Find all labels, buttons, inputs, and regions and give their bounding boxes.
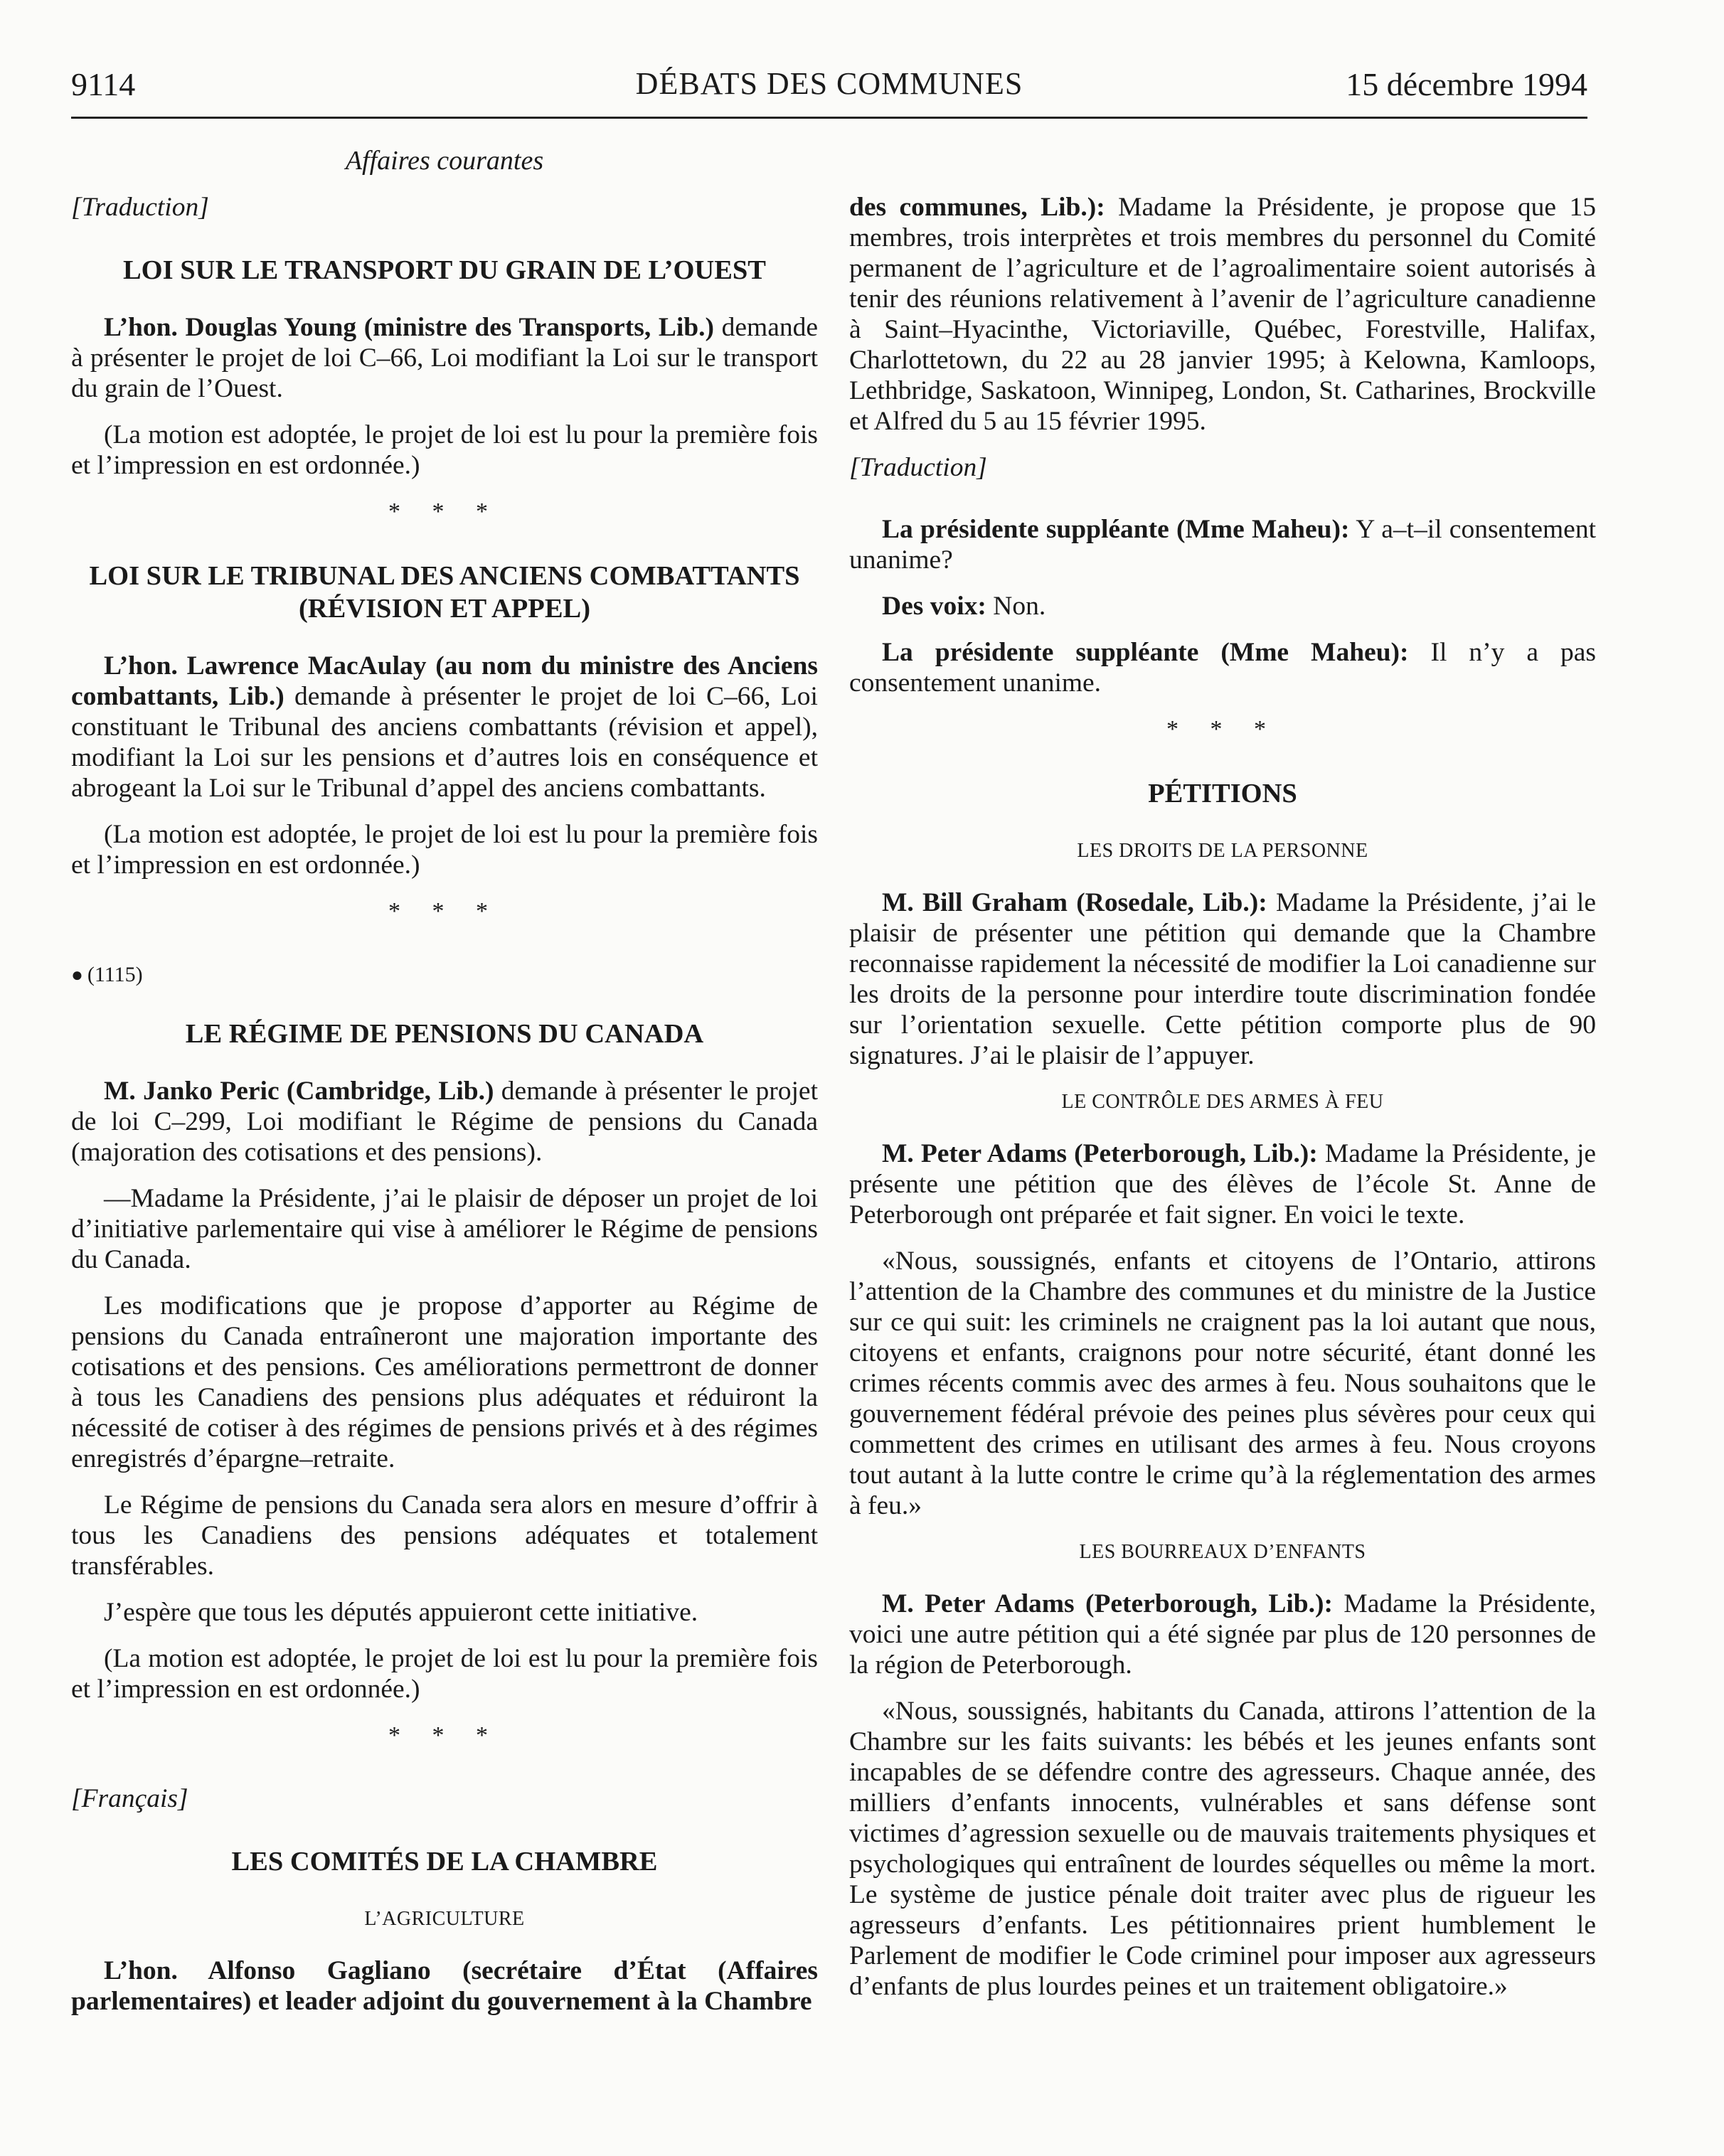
section-separator: * * * (388, 1722, 501, 1749)
subheading-droits: LES DROITS DE LA PERSONNE (1077, 840, 1368, 862)
speech-text: Madame la Présidente, j’ai le plaisir de présenter une pétition qui demande que la Chambre reconnaisse rapidement la nécessité de modifier la Loi canadienne sur les droits de la personne pour interdire toute discrimination fondée sur l’orientation sexuelle. Cette pétition comporte plus de 90 signatures. J’ai le plaisir de l’appuyer. (849, 888, 1596, 1070)
heading-comites: LES COMITÉS DE LA CHAMBRE (231, 1847, 658, 1877)
speech-text: Non. (986, 592, 1046, 621)
paragraph-graham (849, 887, 1596, 1071)
subheading-armes: LE CONTRÔLE DES ARMES À FEU (1061, 1091, 1384, 1113)
speech-text: Madame la Présidente, voici une autre pétition qui a été signée par plus de 120 personnes de la région de Peterborough. (849, 1589, 1597, 1680)
bullet-icon: ● (71, 964, 83, 986)
speech-text: Y a–t–il consentement unanime? (849, 515, 1596, 575)
language-tag: [Français] (71, 1784, 188, 1813)
paragraph-presidente-1 (849, 514, 1596, 575)
paragraph-pensions (71, 1076, 818, 1168)
time-marker (71, 959, 818, 991)
paragraph-adams-2 (849, 1589, 1596, 1680)
paragraph-presidente-2 (849, 637, 1596, 698)
paragraph: Le Régime de pensions du Canada sera alors en mesure d’offrir à tous les Canadiens des pensions adéquates et totalement transférables. (71, 1490, 818, 1581)
speech-text: demande à présenter le projet de loi C–299, Loi modifiant le Régime de pensions du Canada (majoration des cotisations et des pensions). (71, 1077, 818, 1167)
petition-quote: «Nous, soussignés, habitants du Canada, attirons l’attention de la Chambre sur les faits suivants: les bébés et les jeunes enfants sont incapables de se défendre contre des agresseurs. Chaque année, des milliers d’enfants innocents, vulnérables et sans défense sont victimes d’agression sexuelle ou de mauvais traitements physiques et psychologiques qui entraînent de lourdes séquelles ou même la mort. Le système de justice pénale doit traiter avec plus de rigueur les agresseurs d’enfants. Les pétitionnaires prient humblement le Parlement de modifier le Code criminel pour imposer aux agresseurs d’enfants de plus lourdes peines et un traitement obligatoire.» (849, 1697, 1596, 2001)
speaker-name: M. Janko Peric (Cambridge, Lib.) (104, 1077, 494, 1106)
speech-text: demande à présenter le projet de loi C–66, Loi modifiant la Loi sur le transport du grain de l’Ouest. (71, 313, 819, 403)
paragraph-comites-speaker (71, 1955, 818, 2017)
section-separator: * * * (388, 898, 501, 924)
speech-text: Madame la Présidente, je présente une pétition que des élèves de l’école St. Anne de Peterborough ont préparée et fait signer. En voici le texte. (849, 1139, 1597, 1229)
language-tag: [Traduction] (71, 193, 209, 222)
section-separator: * * * (388, 498, 501, 525)
paragraph-voix (849, 591, 1596, 621)
motion-note: (La motion est adoptée, le projet de loi est lu pour la première fois et l’impression en est ordonnée.) (71, 1644, 818, 1704)
subheading-agriculture: L’AGRICULTURE (364, 1908, 525, 1930)
heading-grain: LOI SUR LE TRANSPORT DU GRAIN DE L’OUEST (123, 255, 766, 285)
speaker-name: La présidente suppléante (Mme Maheu): (882, 515, 1350, 544)
paragraph: —Madame la Présidente, j’ai le plaisir de déposer un projet de loi d’initiative parlementaire qui vise à améliorer le Régime de pensions du Canada. (71, 1184, 818, 1274)
language-tag: [Traduction] (849, 453, 987, 482)
speaker-name: L’hon. Alfonso Gagliano (secrétaire d’État (Affaires parlementaires) et leader adjoint du gouvernement à la Chambre (71, 1956, 818, 2016)
motion-note: (La motion est adoptée, le projet de loi est lu pour la première fois et l’impression en est ordonnée.) (71, 420, 818, 480)
speaker-name: M. Bill Graham (Rosedale, Lib.): (882, 888, 1267, 917)
page-number: 9114 (71, 66, 136, 102)
section-separator: * * * (1166, 716, 1279, 742)
speaker-name: Des voix: (882, 592, 986, 621)
motion-note: (La motion est adoptée, le projet de loi est lu pour la première fois et l’impression en est ordonnée.) (71, 820, 818, 880)
left-column (71, 192, 818, 2032)
paragraph-grain (71, 312, 818, 404)
paragraph-comites (849, 192, 1596, 437)
speaker-name: des communes, Lib.): (849, 193, 1105, 222)
speaker-name: M. Peter Adams (Peterborough, Lib.): (882, 1589, 1334, 1618)
page-header (71, 65, 1587, 119)
heading-tribunal: LOI SUR LE TRIBUNAL DES ANCIENS COMBATTANTS (RÉVISION ET APPEL) (89, 561, 800, 624)
speech-text: Madame la Présidente, je propose que 15 membres, trois interprètes et trois membres du personnel du Comité permanent de l’agriculture et de l’agroalimentaire soient autorisés à tenir des réunions relativement à l’avenir de l’agriculture canadienne à Saint–Hyacinthe, Victoriaville, Québec, Forestville, Halifax, Charlottetown, du 22 au 28 janvier 1995; à Kelowna, Kamloops, Lethbridge, Saskatoon, Winnipeg, London, St. Catharines, Brockville et Alfred du 5 au 15 février 1995. (849, 193, 1596, 436)
speaker-name: M. Peter Adams (Peterborough, Lib.): (882, 1139, 1318, 1168)
right-column (849, 192, 1596, 2017)
speech-text: demande à présenter le projet de loi C–66, Loi constituant le Tribunal des anciens combattants (révision et appel), modifiant la Loi sur les pensions et d’autres lois en conséquence et abrogeant la Loi sur le Tribunal d’appel des anciens combattants. (71, 682, 818, 803)
subheading-bourreaux: LES BOURREAUX D’ENFANTS (1079, 1541, 1366, 1563)
paragraph: Les modifications que je propose d’apporter au Régime de pensions du Canada entraîneront une majoration importante des cotisations et des pensions. Ces améliorations permettront de donner à tous les Canadiens des pensions plus adéquates et réduiront la nécessité de cotiser à des régimes de pensions privés et à des régimes enregistrés d’épargne–retraite. (71, 1291, 818, 1473)
paragraph-adams-1 (849, 1138, 1596, 1230)
publication-date: 15 décembre 1994 (1346, 66, 1587, 102)
heading-pensions: LE RÉGIME DE PENSIONS DU CANADA (185, 1019, 704, 1049)
speaker-name: La présidente suppléante (Mme Maheu): (882, 638, 1409, 667)
section-rubric: Affaires courantes (345, 146, 544, 176)
publication-title: DÉBATS DES COMMUNES (635, 66, 1023, 101)
speaker-name: L’hon. Lawrence MacAulay (au nom du ministre des Anciens combattants, Lib.) (71, 651, 818, 711)
heading-petitions: PÉTITIONS (1148, 779, 1297, 808)
paragraph-tribunal (71, 651, 818, 804)
time-marker-text: (1115) (87, 963, 143, 986)
petition-quote: «Nous, soussignés, enfants et citoyens de l’Ontario, attirons l’attention de la Chambre des communes et du ministre de la Justice sur ce qui suit: les criminels ne craignent pas la loi autant que nous, citoyens et enfants, craignons pour notre sécurité, étant donné les crimes récents commis avec des armes à feu. Nous souhaitons que le gouvernement fédéral prévoie des peines plus sévères pour ceux qui commettent des crimes en utilisant des armes à feu. Nous croyons tout autant à la lutte contre le crime qu’à la réglementation des armes à feu.» (849, 1247, 1596, 1520)
paragraph: J’espère que tous les députés appuieront cette initiative. (104, 1598, 698, 1627)
speaker-name: L’hon. Douglas Young (ministre des Transports, Lib.) (104, 313, 715, 342)
speech-text: Il n’y a pas consentement unanime. (849, 638, 1597, 698)
